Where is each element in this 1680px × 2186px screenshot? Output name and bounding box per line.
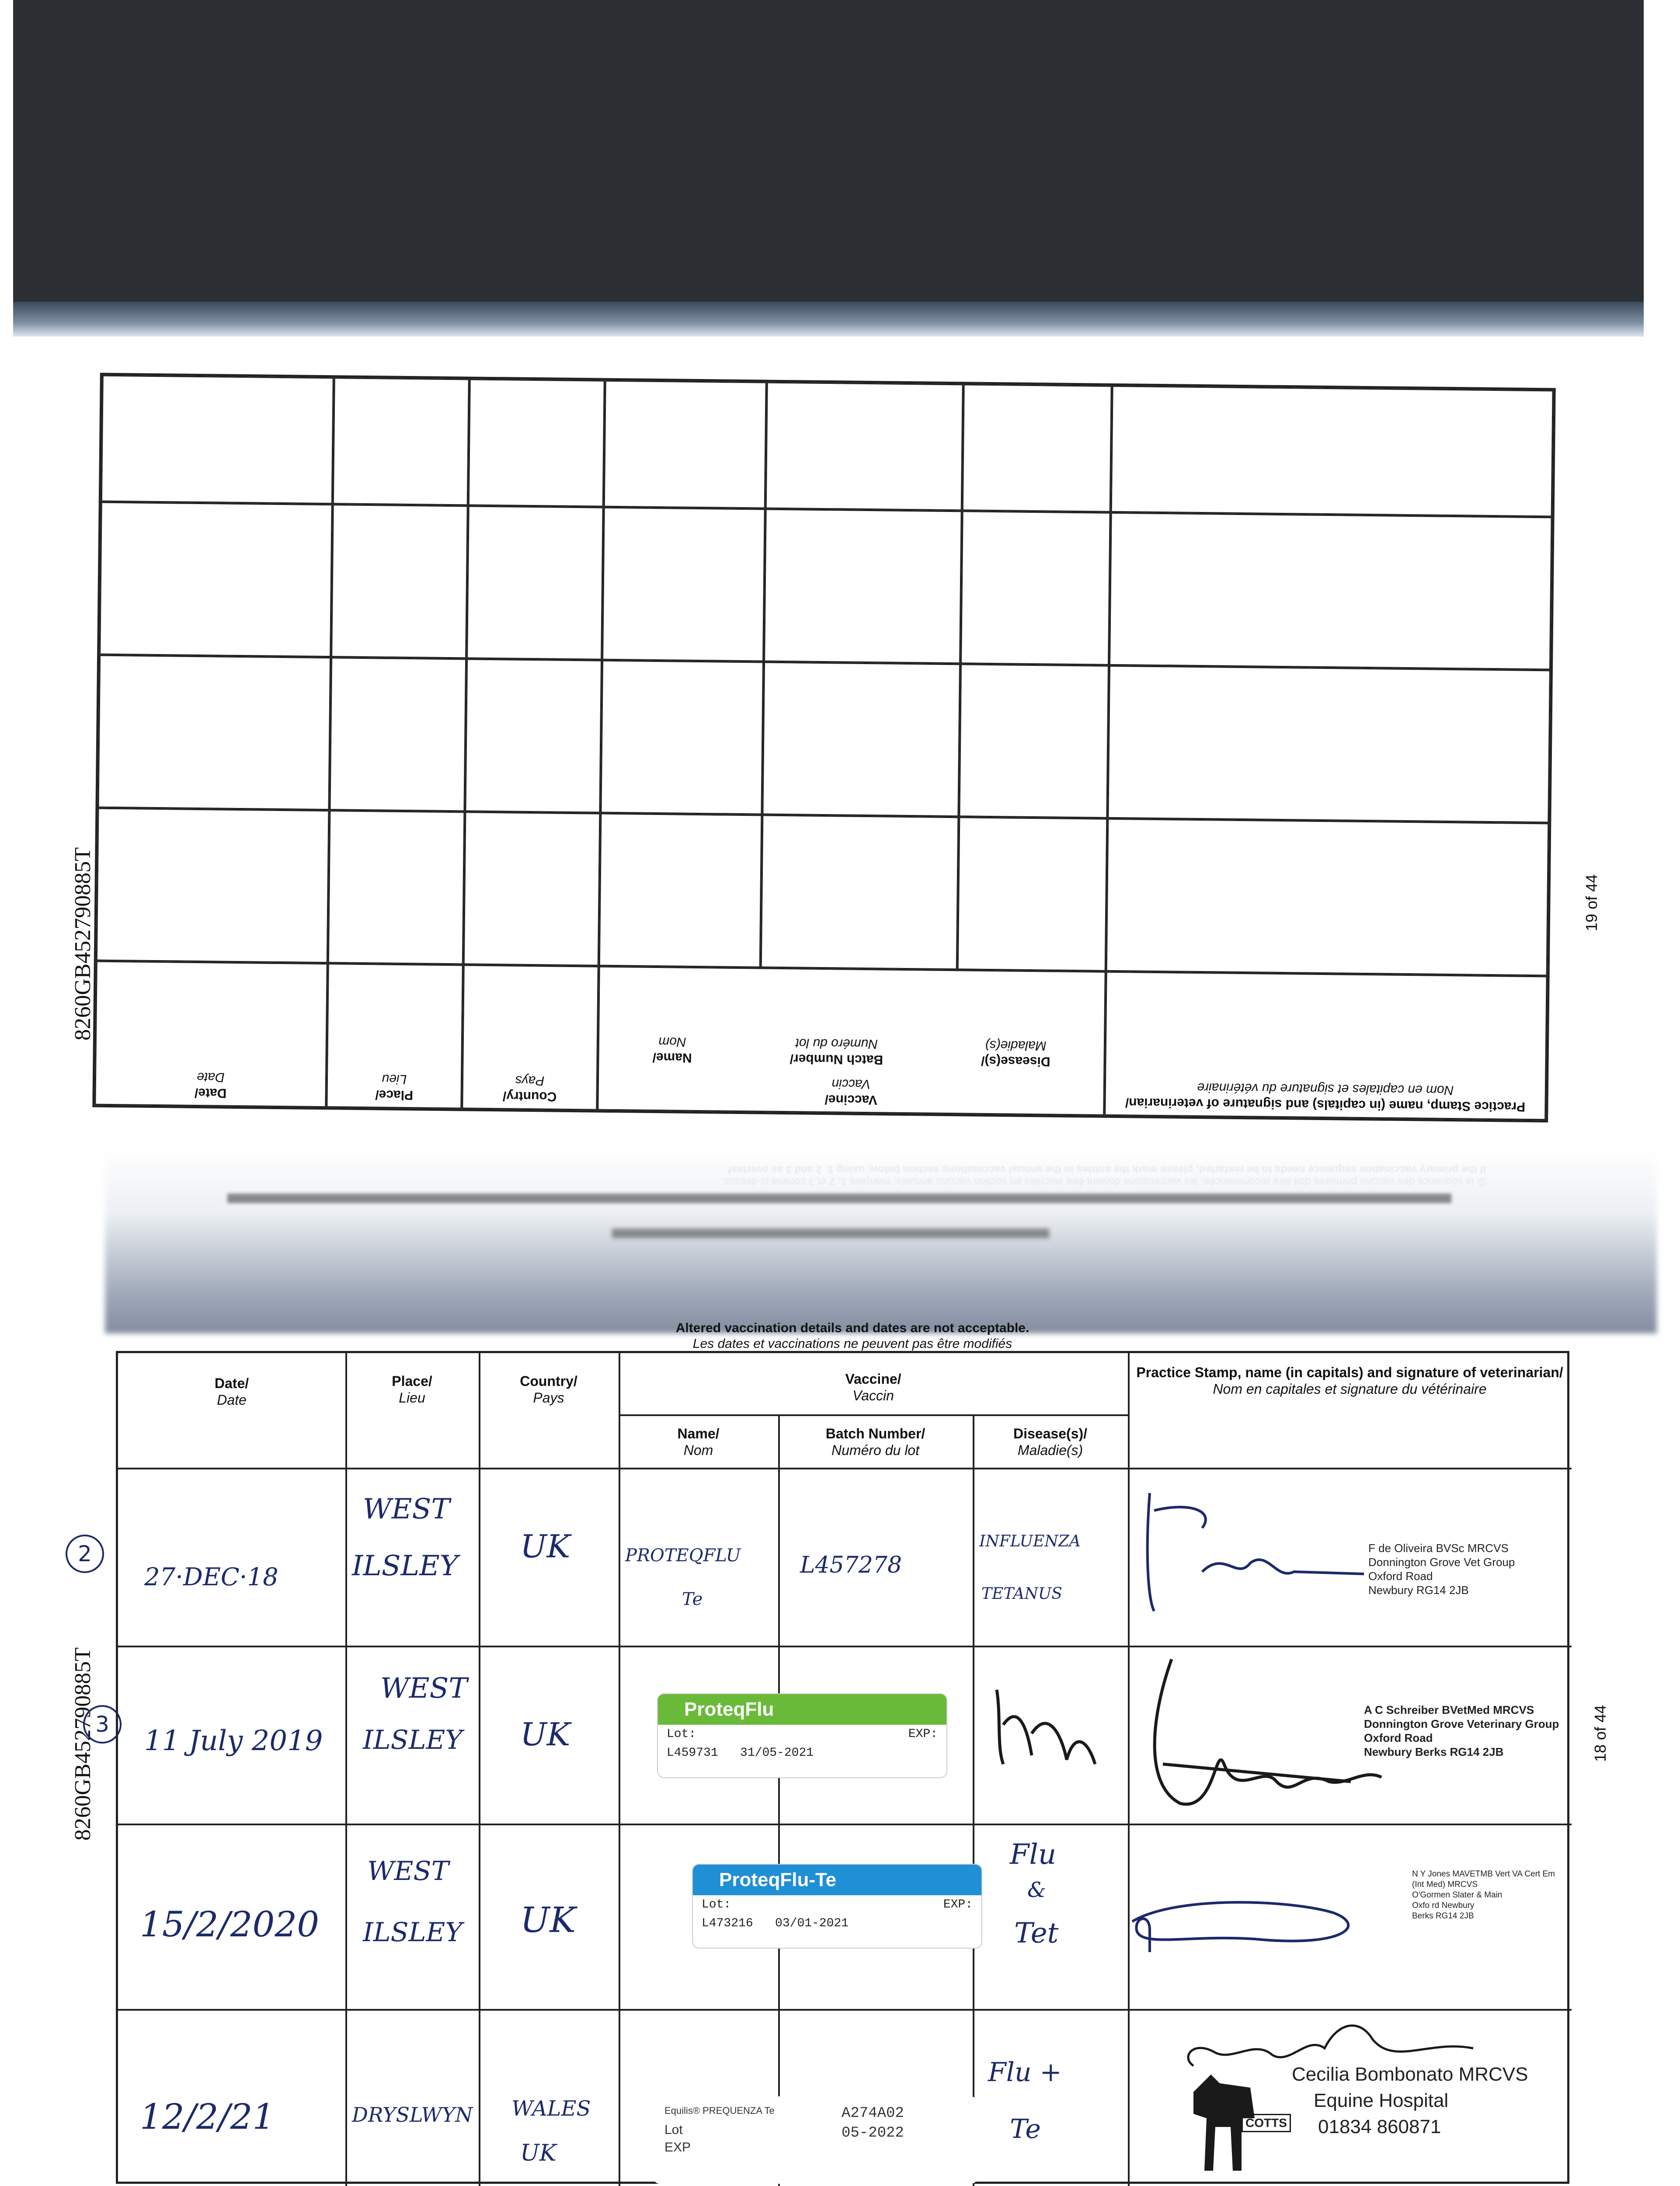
- upper-cell: [465, 658, 602, 813]
- row4-practice-stamp: Cecilia Bombonato MRCVS Equine Hospital 01834 860871: [1292, 2064, 1528, 2137]
- upper-cell: [96, 808, 330, 964]
- blurred-text-line: [612, 1229, 1049, 1238]
- header-vaccine: Vaccine/ Vaccin: [845, 1371, 901, 1403]
- row2-country: UK: [520, 1716, 570, 1753]
- upper-cell: [962, 384, 1112, 512]
- row4-country-line1: WALES: [511, 2096, 591, 2121]
- grid-line: [345, 1353, 347, 2186]
- upper-cell: [99, 502, 333, 658]
- row1-disease2: TETANUS: [981, 1585, 1062, 1603]
- row4-country-line2: UK: [520, 2140, 557, 2166]
- row4-disease1: Flu +: [988, 2057, 1062, 2088]
- cotts-logo-text: COTTS: [1242, 2114, 1291, 2132]
- grid-line: [479, 1353, 480, 2186]
- row1-vaccine-name: PROTEQFLU: [625, 1546, 741, 1566]
- upper-cell: [463, 811, 601, 966]
- upper-cell: [331, 504, 468, 658]
- upper-header-date: Date/ Date: [94, 961, 327, 1108]
- row2-vaccine-sticker: ProteqFlu Lot: EXP: L459731 31/05-2021: [658, 1694, 946, 1777]
- row4-place: DRYSLWYN: [352, 2103, 473, 2127]
- row3-place-line1: WEST: [367, 1856, 449, 1887]
- header-place: Place/ Lieu: [392, 1373, 432, 1406]
- header-date: Date/ Date: [214, 1375, 249, 1408]
- row1-vaccine-name2: Te: [682, 1589, 703, 1609]
- upper-header-country: Country/ Pays: [462, 964, 598, 1110]
- circled-mark: 3: [83, 1705, 122, 1744]
- grid-line: [778, 1414, 780, 2186]
- upper-cell: [764, 509, 962, 664]
- upper-cell: [468, 379, 605, 507]
- row3-vaccine-sticker: ProteqFlu-Te Lot: EXP: L473216 03/01-2021: [693, 1865, 981, 1948]
- upper-cell: [960, 511, 1111, 665]
- upper-cell: [1109, 512, 1552, 670]
- upper-cell: [101, 375, 334, 505]
- header-country: Country/ Pays: [520, 1373, 577, 1406]
- grid-line: [973, 1414, 974, 2186]
- upper-page-table: [92, 373, 1555, 1123]
- row4-vaccine-label: Equilis® PREQUENZA Te Lot EXP A274A02 05-2022: [654, 2096, 977, 2184]
- upper-cell: [1111, 386, 1554, 517]
- upper-cell: [466, 505, 604, 660]
- dark-top-band: [13, 0, 1644, 306]
- upper-cell: [1107, 665, 1551, 823]
- row1-batch: L457278: [800, 1552, 902, 1578]
- row1-place-line2: ILSLEY: [352, 1550, 459, 1582]
- upper-header-place: Place/ Lieu: [326, 963, 463, 1109]
- row1-date: 27·DEC·18: [144, 1563, 278, 1591]
- grid-line: [118, 1468, 1572, 1469]
- upper-cell: [602, 507, 765, 662]
- upper-cell: [329, 657, 466, 811]
- circled-mark: 2: [66, 1535, 104, 1573]
- row3-place-line2: ILSLEY: [363, 1917, 463, 1948]
- upper-header-vaccine: Vaccine/ Vaccin Disease(s)/ Maladie(s) Batch Number/ Numéro du lot Name/ Nom: [597, 966, 1106, 1116]
- row3-date: 15/2/2020: [140, 1904, 320, 1945]
- grid-line: [1128, 1353, 1130, 2186]
- row1-practice-stamp: F de Oliveira BVSc MRCVS Donnington Grove Vet Group Oxford Road Newbury RG14 2JB: [1368, 1542, 1515, 1597]
- row1-disease1: INFLUENZA: [979, 1532, 1081, 1550]
- row3-country: UK: [520, 1900, 576, 1940]
- upper-cell: [1106, 818, 1549, 976]
- row1-country: UK: [520, 1528, 570, 1565]
- row3-practice-stamp: N Y Jones MAVETMB Vert VA Cert Em (Int Med) MRCVS O'Gormen Slater & Main Oxfo rd Newbury Berks RG14 2JB: [1412, 1869, 1555, 1921]
- upper-header-practice: Practice Stamp, name (in capitals) and signature of veterinarian/ Nom en capitales et signature du vétérinaire: [1104, 971, 1547, 1121]
- upper-cell: [600, 660, 764, 815]
- grid-line: [118, 1646, 1572, 1647]
- lower-page-number: 18 of 44: [1591, 1705, 1609, 1762]
- upper-side-code: 8260GB452790885T: [70, 847, 95, 1041]
- header-practice: Practice Stamp, name (in capitals) and signature of veterinarian/ Nom en capitales et signature du vétérinaire: [1136, 1365, 1563, 1397]
- row3-disease2: &: [1027, 1878, 1046, 1902]
- grid-line: [619, 1414, 1128, 1416]
- upper-cell: [599, 813, 762, 968]
- vaccination-table: [116, 1351, 1569, 2184]
- upper-cell: [957, 817, 1108, 971]
- grid-line: [619, 1353, 620, 2186]
- row3-signature: [1123, 1887, 1377, 1961]
- grid-line: [118, 2009, 1572, 2011]
- row3-disease1: Flu: [1010, 1838, 1057, 1871]
- upper-cell: [97, 655, 331, 811]
- row2-signature: [1145, 1655, 1390, 1821]
- grid-line: [118, 1824, 1572, 1825]
- blurred-text-line: [227, 1194, 1451, 1203]
- upper-cell: [328, 810, 465, 964]
- header-batch: Batch Number/ Numéro du lot: [825, 1426, 925, 1458]
- row1-place-line1: WEST: [363, 1493, 450, 1525]
- upper-cell: [761, 815, 959, 970]
- row2-practice-stamp: A C Schreiber BVetMed MRCVS Donnington Grove Veterinary Group Oxford Road Newbury Berks RG14 2JB: [1364, 1703, 1559, 1758]
- page-binding-edge: [13, 302, 1644, 337]
- row3-disease3: Tet: [1014, 1917, 1059, 1949]
- lower-side-code: 8260GB452790885T: [70, 1647, 95, 1841]
- upper-cell: [762, 662, 960, 817]
- upper-page-number: 19 of 44: [1583, 874, 1600, 931]
- blurred-fold: [105, 1150, 1657, 1333]
- altered-note: Altered vaccination details and dates are not acceptable. Les dates et vaccinations ne peuvent pas être modifiés: [675, 1321, 1030, 1351]
- row2-place-line2: ILSLEY: [363, 1725, 463, 1755]
- row4-disease2: Te: [1010, 2114, 1041, 2144]
- upper-cell: [765, 382, 963, 511]
- upper-cell: [333, 377, 470, 505]
- row1-signature: [1137, 1484, 1364, 1624]
- header-name: Name/ Nom: [677, 1426, 720, 1458]
- row2-date: 11 July 2019: [144, 1725, 323, 1757]
- header-disease: Disease(s)/ Maladie(s): [1013, 1426, 1087, 1458]
- row2-place-line1: WEST: [380, 1672, 468, 1705]
- row4-date: 12/2/21: [140, 2096, 275, 2137]
- upper-cell: [604, 380, 767, 509]
- row2-disease-signature: [988, 1677, 1102, 1777]
- upper-cell: [959, 664, 1109, 818]
